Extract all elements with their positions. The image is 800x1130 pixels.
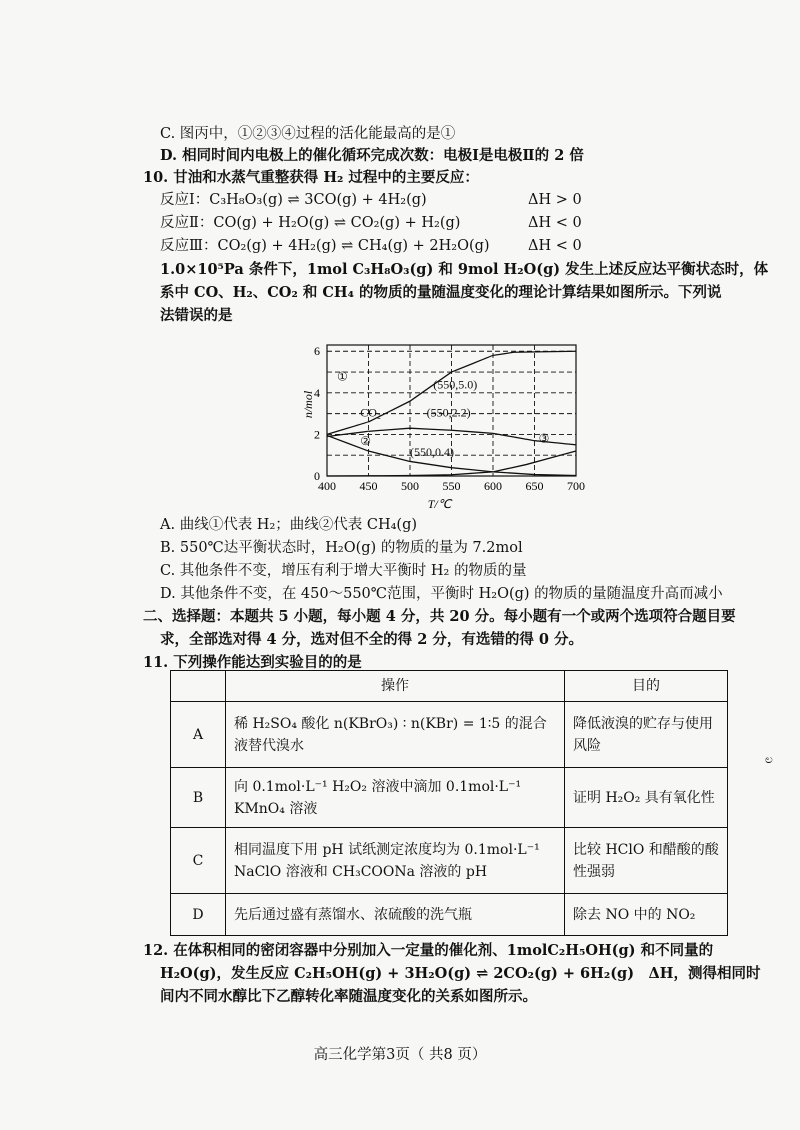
page-footer: 高三化学第3页（ 共8 页） (313, 1047, 487, 1063)
q11-table (170, 670, 728, 936)
y-tick-label: 4 (314, 385, 320, 400)
chart-annotation: (550,5.0) (433, 377, 478, 392)
aim-line-2: 风险 (573, 737, 601, 754)
operation-line-2: NaClO 溶液和 CH₃COONa 溶液的 pH (234, 863, 488, 880)
x-tick-label: 450 (359, 479, 378, 493)
chart-annotation: ① (336, 369, 348, 384)
operation-line-2: 液替代溴水 (234, 737, 304, 754)
row-operation (226, 768, 565, 828)
x-tick-label: 500 (401, 479, 419, 493)
section-2-rules: 求，全部选对得 4 分，选对但不全的得 2 分，有选错的得 0 分。 (160, 631, 584, 648)
q12-line-1: 12. 在体积相同的密闭容器中分别加入一定量的催化剂、1molC₂H₅OH(g) 和不同量的 (143, 942, 714, 959)
aim-line-1: 比较 HClO 和醋酸的酸 (573, 841, 719, 858)
header-cell-aim: 目的 (565, 671, 728, 702)
q10-option-b: B. 550℃达平衡状态时，H₂O(g) 的物质的量为 7.2mol (160, 540, 523, 556)
row-key: B (171, 768, 226, 828)
q9-option-d: D. 相同时间内电极上的催化循环完成次数：电极Ⅰ是电极Ⅱ的 2 倍 (160, 147, 584, 164)
aim-line-1: 降低液溴的贮存与使用 (573, 715, 713, 732)
table-header-row (171, 671, 728, 702)
q10-option-a: A. 曲线①代表 H₂；曲线②代表 CH₄(g) (160, 517, 418, 533)
operation-line-1: 相同温度下用 pH 试纸测定浓度均为 0.1mol·L⁻¹ (234, 841, 540, 858)
section-2-heading: 二、选择题：本题共 5 小题，每小题 4 分，共 20 分。每小题有一个或两个选项符合题目要 (143, 608, 736, 625)
stray-mark: ಲ (765, 752, 773, 766)
q11-stem: 11. 下列操作能达到实验目的的是 (143, 654, 362, 671)
row-operation (226, 702, 565, 768)
x-tick-label: 400 (318, 479, 336, 493)
q10-stem: 10. 甘油和水蒸气重整获得 H₂ 过程中的主要反应： (143, 169, 479, 186)
y-tick-label: 0 (314, 469, 320, 483)
row-key: D (171, 894, 226, 936)
table-row (171, 894, 728, 936)
table-row (171, 702, 728, 768)
operation-line-1: 向 0.1mol·L⁻¹ H₂O₂ 溶液中滴加 0.1mol·L⁻¹ (234, 778, 522, 795)
row-aim (565, 828, 728, 894)
header-cell-operation: 操作 (226, 671, 565, 702)
chart-annotation: (550,2.2) (426, 405, 471, 420)
row-key: C (171, 828, 226, 894)
q12-line-3: 间内不同水醇比下乙醇转化率随温度变化的关系如图所示。 (160, 988, 537, 1005)
y-axis-label: n/mol (301, 390, 315, 419)
x-tick-label: 650 (525, 479, 544, 493)
q9-option-c: C. 图丙中，①②③④过程的活化能最高的是① (160, 126, 456, 142)
row-operation: 先后通过盛有蒸馏水、浓硫酸的洗气瓶 (226, 894, 565, 936)
row-aim: 除去 NO 中的 NO₂ (565, 894, 728, 936)
row-key: A (171, 702, 226, 768)
y-tick-label: 6 (314, 344, 320, 359)
aim-line-2: 性强弱 (573, 863, 615, 880)
q10-description-1: 1.0×10⁵Pa 条件下，1mol C₃H₈O₃(g) 和 9mol H₂O(g) 发生上述反应达平衡状态时，体 (160, 261, 769, 278)
chart-annotation: ② (360, 433, 371, 448)
table-row (171, 828, 728, 894)
q10-chart (300, 330, 600, 520)
y-tick-label: 2 (314, 427, 320, 442)
chart-annotation: (550,0.4) (410, 445, 454, 460)
operation-line-2: KMnO₄ 溶液 (234, 800, 318, 817)
q10-option-c: C. 其他条件不变，增压有利于增大平衡时 H₂ 的物质的量 (160, 563, 527, 579)
row-operation (226, 828, 565, 894)
q10-option-d: D. 其他条件不变，在 450～550℃范围，平衡时 H₂O(g) 的物质的量随温度升高而减小 (160, 586, 723, 602)
q10-description-2: 系中 CO、H₂、CO₂ 和 CH₄ 的物质的量随温度变化的理论计算结果如图所示。下列说 (160, 284, 722, 301)
operation-line-1: 稀 H₂SO₄ 酸化 n(KBrO₃) ∶ n(KBr) = 1∶5 的混合 (234, 715, 547, 732)
x-tick-label: 600 (484, 479, 502, 493)
q10-description-3: 法错误的是 (160, 307, 233, 324)
chart-annotation: CO₂ (360, 405, 382, 420)
q10-reaction-2: 反应Ⅱ：CO(g) + H₂O(g) ⇌ CO₂(g) + H₂(g) (160, 215, 461, 231)
chart-annotation: ③ (538, 431, 550, 446)
x-tick-label: 700 (567, 479, 585, 493)
header-cell-key (171, 671, 226, 702)
x-axis-label: T/℃ (427, 497, 452, 511)
q10-reaction-3: 反应Ⅲ：CO₂(g) + 4H₂(g) ⇌ CH₄(g) + 2H₂O(g) (160, 238, 490, 254)
row-aim: 证明 H₂O₂ 具有氧化性 (565, 768, 728, 828)
q10-reaction-1: 反应Ⅰ：C₃H₈O₃(g) ⇌ 3CO(g) + 4H₂(g) (160, 192, 427, 208)
q10-reaction-1-dh: ΔH > 0 (528, 192, 582, 208)
q10-reaction-3-dh: ΔH < 0 (528, 238, 582, 254)
q10-reaction-2-dh: ΔH < 0 (528, 215, 582, 231)
q12-line-2: H₂O(g)，发生反应 C₂H₅OH(g) + 3H₂O(g) ⇌ 2CO₂(g) + 6H₂(g) ΔH，测得相同时 (160, 965, 761, 982)
x-tick-label: 550 (442, 479, 461, 493)
row-aim (565, 702, 728, 768)
table-row (171, 768, 728, 828)
